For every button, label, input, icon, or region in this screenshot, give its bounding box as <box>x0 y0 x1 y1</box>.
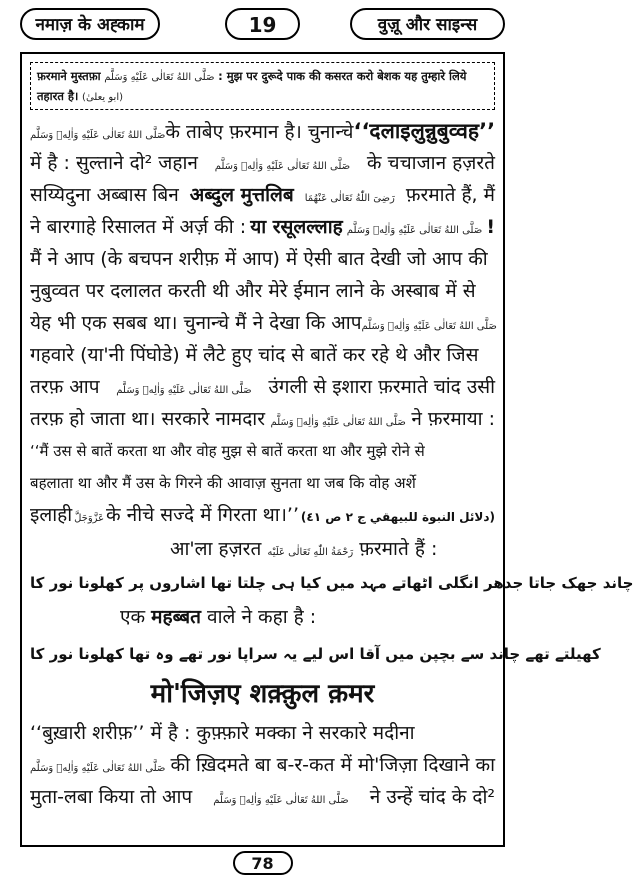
text-line: सय्यिदुना अब्बास बिन अब्दुल मुत्तलिब رَضِیَ اللّٰهُ تَعَالٰی عَنْهُمَا फ़रमाते हैं, मैं <box>30 184 495 206</box>
urdu-couplet: کھیلتے تھے چاند سے بچپن میں آقا اس لیے یہ سراپا نور تھے وہ تھا کھلونا نور کا <box>30 645 601 663</box>
quote-line: ‘‘मैं उस से बातें करता था और वोह मुझ से बातें करता था और मुझे रोने से <box>30 442 425 460</box>
text-line: صَلَّى اللهُ تَعَالٰى عَلَيْهِ وَاٰلِهٖ وَسَلَّم के ताबेए फ़रमान है। चुनान्चे ‘‘दलाइलुन्नुबुव्वह’’ <box>30 119 496 143</box>
notice-text: : मुझ पर दुरूदे पाक की कसरत करो बेशक यह तुम्हारे लिये तहारत है। <box>37 69 467 103</box>
content-frame <box>20 52 633 847</box>
text-line: आ'ला हज़रत رَحْمَةُ اللّٰهِ تَعَالٰی عَلَیْه फ़रमाते हैं : <box>170 538 438 560</box>
text-line: ने बारगाहे रिसालत में अर्ज़ की : या रसूलल्लाह صَلَّى اللهُ تَعَالٰى عَلَيْهِ وَاٰلِهٖ وَسَلَّم ! <box>30 216 495 238</box>
page-header <box>0 8 525 48</box>
quote-line: बहलाता था और मैं उस के गिरने की आवाज़ सुनता था जब कि वोह अर्शे <box>30 474 416 492</box>
notice-label: फ़रमाने मुस्तफ़ा <box>37 69 101 83</box>
text-line: ‘‘बुख़ारी शरीफ़’’ में है : कुफ़्फ़ारे मक्का ने सरकारे मदीना <box>30 722 415 744</box>
page-number-bottom: 78 <box>233 851 293 875</box>
text-line: صَلَّى اللهُ تَعَالٰى عَلَيْهِ وَاٰلِهٖ وَسَلَّم की ख़िदमते बा ब-र-कत में मो'जिज़ा दिखाने का <box>30 754 495 776</box>
text-line: नुबुव्वत पर दलालत करती थी और मेरे ईमान लाने के अस्बाब में से <box>30 280 476 302</box>
text-line: में है : सुल्ताने दो² जहान صَلَّى اللهُ تَعَالٰى عَلَيْهِ وَاٰلِهٖ وَسَلَّم के चचाजान हज़रते <box>30 152 495 174</box>
page-number-top: 19 <box>225 8 300 40</box>
text-line: तरफ़ आप صَلَّى اللهُ تَعَالٰى عَلَيْهِ وَاٰلِهٖ وَسَلَّم उंगली से इशारा फ़रमाते चांद उसी <box>30 376 495 398</box>
section-heading: मो'जिज़ए शक़्क़ुल क़मर <box>150 679 375 709</box>
page-footer <box>0 851 525 875</box>
farman-notice-box <box>30 62 495 110</box>
text-line: तरफ़ हो जाता था। सरकारे नामदार صَلَّى اللهُ تَعَالٰى عَلَيْهِ وَاٰلِهٖ وَسَلَّم ने फ़रमाया : <box>30 408 495 430</box>
text-line: गहवारे (या'नी पिंघोडे) में लैटे हुए चांद से बातें कर रहे थे और जिस <box>30 344 479 366</box>
text-line: मुता-लबा किया तो आप صَلَّى اللهُ تَعَالٰى عَلَيْهِ وَاٰلِهٖ وَسَلَّم ने उन्हें चांद के दो² <box>30 786 495 808</box>
notice-reference: (ابو یعلیٰ) <box>82 92 124 103</box>
urdu-couplet: چاند جھک جاتا جدھر انگلی اٹھاتے مہد میں کیا ہی چلتا تھا اشاروں پر کھلونا نور کا <box>30 574 633 592</box>
text-line: एक महब्बत वाले ने कहा है : <box>120 606 317 628</box>
notice-salutation: صَلَّى اللهُ تَعَالٰى عَلَيْهِ وَسَلَّم <box>104 72 215 83</box>
book-title-left: नमाज़ के अह्काम <box>20 8 160 40</box>
text-line: येह भी एक सबब था। चुनान्चे मैं ने देखा कि आप صَلَّى اللهُ تَعَالٰى عَلَيْهِ وَاٰلِهٖ وَسَلَّم <box>30 312 497 334</box>
text-line: मैं ने आप (के बचपन शरीफ़ में आप) में ऐसी बात देखी जो आप की <box>30 248 488 270</box>
dalail-reference: (دلائل النبوة للبيهقي ج ٢ ص ٤١) <box>300 510 495 524</box>
text-line: इलाही عَزَّوَجَلَّ के नीचे सज्दे में गिरता था।’’ (دلائل النبوة للبيهقي ج ٢ ص ٤١) <box>30 500 495 530</box>
chapter-title-right: वुज़ू और साइन्स <box>350 8 505 40</box>
